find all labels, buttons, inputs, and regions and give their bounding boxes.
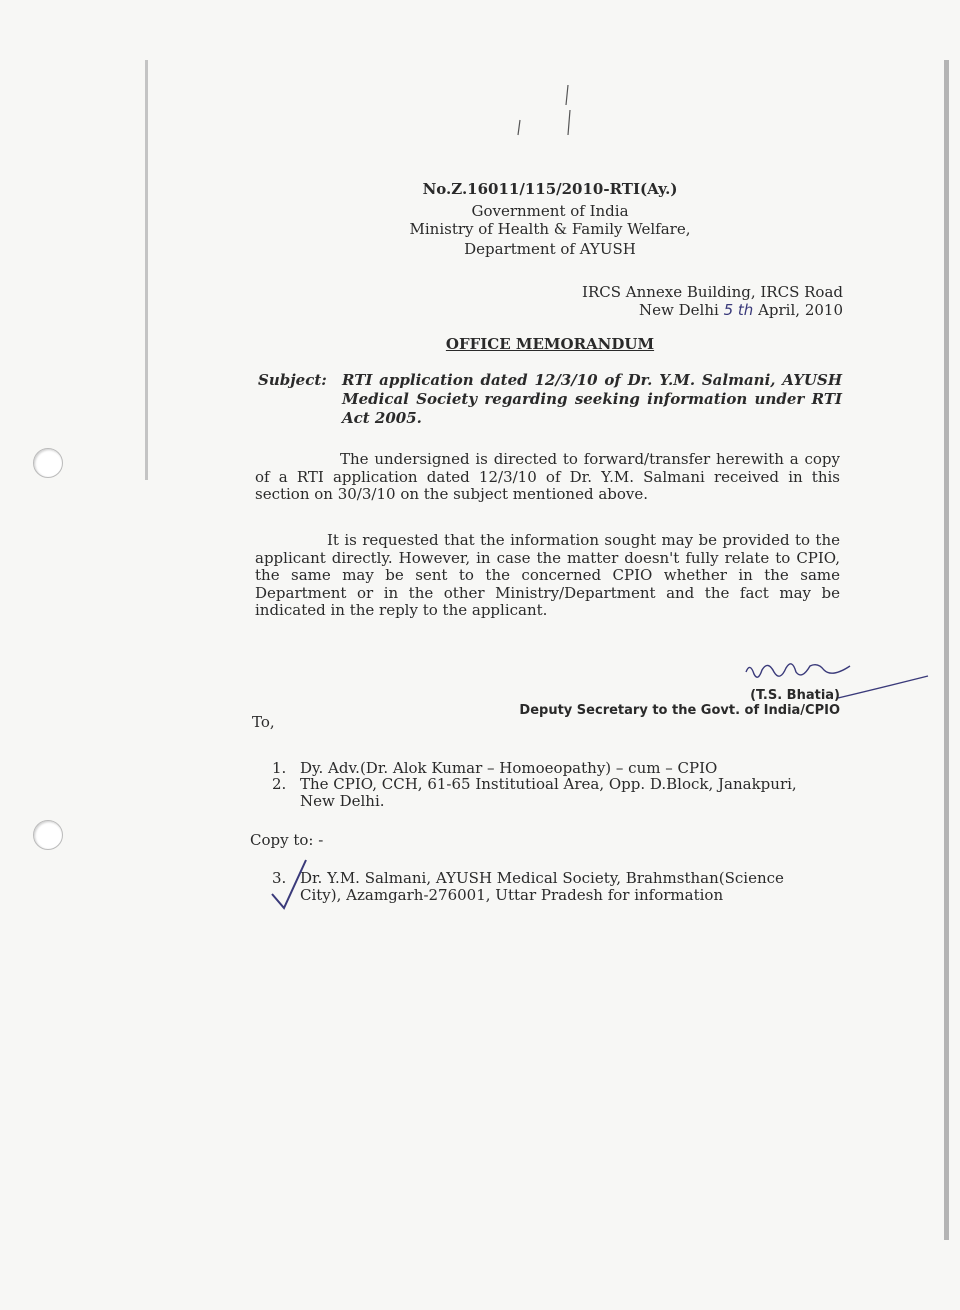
recipient-item bbox=[272, 776, 842, 810]
body-paragraph-2: It is requested that the information sought may be provided to the applicant directly. However, in case the matter doesn't fully relate to CPIO, the same may be sent to the concerned CPIO whether in the same Department or in the other Ministry/Department and the fact may be indicated in the reply to the applicant. bbox=[255, 531, 840, 619]
place-date bbox=[540, 301, 843, 319]
recipient-line-2: City), Azamgarh-276001, Uttar Pradesh for information bbox=[300, 886, 724, 904]
copy-to-label: Copy to: - bbox=[250, 831, 324, 849]
scan-edge-left bbox=[145, 60, 148, 480]
recipient-number: 1. bbox=[272, 759, 287, 777]
government-line: Government of India bbox=[471, 202, 629, 220]
recipient-line: Dy. Adv.(Dr. Alok Kumar – Homoeopathy) – cum – CPIO bbox=[300, 759, 718, 777]
to-label: To, bbox=[252, 713, 275, 731]
office-address: IRCS Annexe Building, IRCS Road bbox=[582, 283, 843, 301]
recipient-line: The CPIO, CCH, 61-65 Institutioal Area, Opp. D.Block, Janakpuri, bbox=[300, 775, 797, 793]
ministry-line: Ministry of Health & Family Welfare, bbox=[409, 220, 691, 238]
handwritten-tick-mark bbox=[266, 858, 326, 918]
scan-marks bbox=[500, 80, 590, 170]
recipient-number: 3. bbox=[272, 869, 287, 887]
scan-edge-right bbox=[944, 60, 949, 1240]
signatory-designation: Deputy Secretary to the Govt. of India/CPIO bbox=[519, 703, 840, 718]
subject-text: RTI application dated 12/3/10 of Dr. Y.M. Salmani, AYUSH Medical Society regarding seeking information under RTI Act 2005. bbox=[342, 371, 842, 427]
recipient-line: Dr. Y.M. Salmani, AYUSH Medical Society, Brahmsthan(Science bbox=[300, 869, 784, 887]
punch-hole-top bbox=[33, 448, 63, 478]
subject-label: Subject: bbox=[258, 371, 327, 389]
body-paragraph-1: The undersigned is directed to forward/transfer herewith a copy of a RTI application dated 12/3/10 of Dr. Y.M. Salmani received in this section on 30/3/10 on the subject mentioned above. bbox=[255, 450, 840, 503]
punch-hole-bottom bbox=[33, 820, 63, 850]
city: New Delhi bbox=[639, 301, 719, 319]
copy-recipient-item bbox=[272, 870, 842, 904]
handwritten-date: 5 th bbox=[723, 301, 754, 319]
recipient-line-2: New Delhi. bbox=[300, 792, 385, 810]
memo-title: OFFICE MEMORANDUM bbox=[445, 335, 655, 353]
file-number: No.Z.16011/115/2010-RTI(Ay.) bbox=[422, 180, 678, 198]
recipient-number: 2. bbox=[272, 775, 287, 793]
date-rest: April, 2010 bbox=[758, 301, 843, 319]
signatory-name: (T.S. Bhatia) bbox=[750, 688, 840, 703]
department-line: Department of AYUSH bbox=[464, 240, 636, 258]
